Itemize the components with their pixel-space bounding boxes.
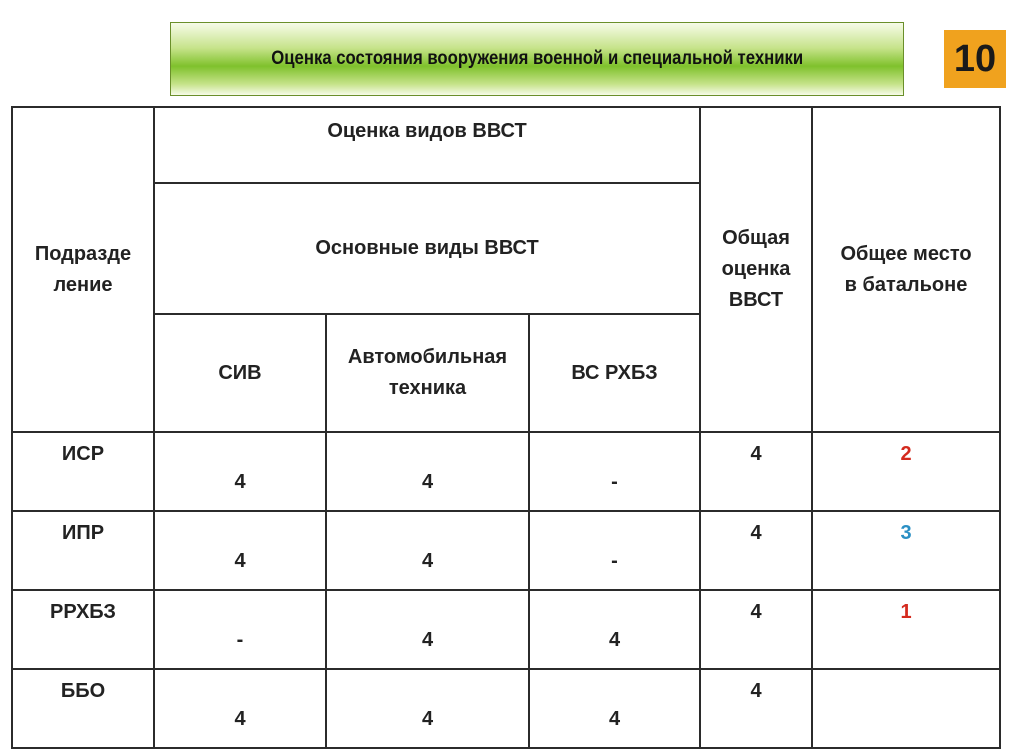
- cell-vs: 4: [529, 669, 700, 748]
- cell-siv: 4: [154, 432, 326, 511]
- evaluation-table: [11, 106, 1001, 749]
- header-auto-line2: техника: [388, 377, 467, 399]
- header-place: [812, 107, 1000, 432]
- cell-auto: 4: [326, 511, 529, 590]
- cell-place: [812, 669, 1000, 748]
- header-place-line2: в батальоне: [844, 273, 968, 296]
- cell-vs: -: [529, 432, 700, 511]
- cell-vs: -: [529, 511, 700, 590]
- header-total-line1: Общая: [722, 227, 790, 249]
- cell-unit: ББО: [12, 669, 154, 748]
- cell-auto: 4: [326, 669, 529, 748]
- cell-auto: 4: [326, 432, 529, 511]
- cell-place: 1: [812, 590, 1000, 669]
- header-total-line2: оценка: [721, 258, 791, 280]
- header-group-evaluation: Оценка видов ВВСТ: [154, 107, 700, 183]
- header-total-line3: ВВСТ: [728, 289, 784, 311]
- header-unit-line2: ление: [53, 273, 113, 296]
- cell-vs: 4: [529, 590, 700, 669]
- header-auto: [326, 314, 529, 432]
- page-title: Оценка состояния вооружения военной и специальной техники: [271, 48, 803, 69]
- header-total: [700, 107, 812, 432]
- cell-unit: ИСР: [12, 432, 154, 511]
- cell-place: 3: [812, 511, 1000, 590]
- cell-unit: ИПР: [12, 511, 154, 590]
- header-auto-line1: Автомобильная: [347, 346, 508, 368]
- header-unit: [12, 107, 154, 432]
- header-vs: ВС РХБЗ: [529, 314, 700, 432]
- header-place-line1: Общее место: [840, 242, 972, 265]
- header-unit-line1: Подразде: [34, 242, 132, 265]
- cell-place: 2: [812, 432, 1000, 511]
- cell-unit: РРХБЗ: [12, 590, 154, 669]
- header-siv: СИВ: [154, 314, 326, 432]
- cell-total: 4: [700, 590, 812, 669]
- table-row: [12, 669, 1000, 748]
- table-row: [12, 432, 1000, 511]
- cell-total: 4: [700, 511, 812, 590]
- table-row: [12, 590, 1000, 669]
- slide-number-badge: 10: [944, 30, 1006, 88]
- cell-total: 4: [700, 432, 812, 511]
- cell-auto: 4: [326, 590, 529, 669]
- cell-total: 4: [700, 669, 812, 748]
- table-row: [12, 511, 1000, 590]
- cell-siv: -: [154, 590, 326, 669]
- header-subgroup-main: Основные виды ВВСТ: [154, 183, 700, 314]
- cell-siv: 4: [154, 511, 326, 590]
- cell-siv: 4: [154, 669, 326, 748]
- title-banner: [170, 22, 904, 96]
